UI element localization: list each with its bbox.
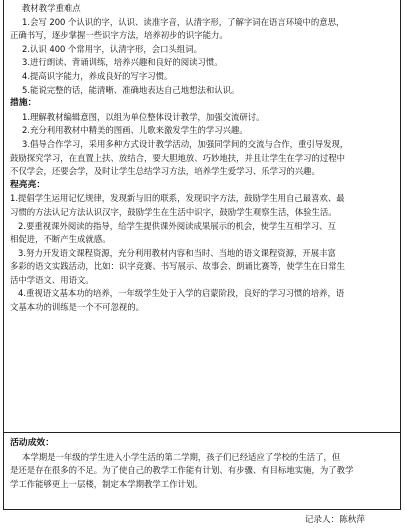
countermeasure-line: 相促进，不断产生成就感。 bbox=[10, 234, 111, 245]
outcome-line: 学工作能够更上一层楼，制定本学期教学工作计划。 bbox=[10, 478, 203, 489]
measure-line: 3.倡导合作学习，采用多种方式设计教学活动，加强同学间的交流与合作，重引导发现， bbox=[22, 138, 349, 149]
outcome-line: 本学期是一年级的学生进入小学生活的第二学期，孩子们已经适应了学校的生活了，但 bbox=[22, 451, 341, 462]
countermeasure-line: 多彩的语文实践活动，比如：识字竞赛、书写展示、故事会、朗诵比赛等，使学生在日常生 bbox=[10, 261, 345, 272]
countermeasure-line: 2.要重视课外阅读的指导，给学生提供课外阅读成果展示的机会，使学生互相学习、互 bbox=[18, 220, 336, 231]
measure-line: 1.理解教材编辑意图，以组为单位整体设计教学，加强交流研讨。 bbox=[22, 111, 265, 122]
goal-line: 2.认识 400 个常用字，认清字形，会口头组词。 bbox=[22, 43, 203, 54]
countermeasure-line: 3.努力开发语文课程资源，充分利用教材内容和当时、当地的语文课程资源，开展丰富 bbox=[18, 247, 336, 258]
outcome-content bbox=[10, 437, 396, 491]
goal-line: 3.进行朗读、背诵训练，培养兴趣和良好的阅读习惯。 bbox=[22, 57, 223, 68]
countermeasures-heading: 程亮亮： bbox=[10, 179, 46, 190]
section-title: 教材教学重难点 bbox=[22, 3, 81, 13]
plan-content bbox=[10, 2, 396, 315]
goal-line: 正确书写，逐步掌握一些识字方法，培养初步的识字能力。 bbox=[10, 30, 228, 41]
countermeasure-line: 1.提倡学生运用记忆规律，发现新与旧的联系，发现识字方法，鼓励学生用自己最喜欢、最 bbox=[10, 193, 345, 204]
measure-line: 鼓励探究学习，在直置上扶、放结合，要大胆地放、巧妙地扶，并且让学生在学习的过程中 bbox=[10, 152, 345, 163]
goal-line: 1.会写 200 个认识的字，认识、读准字音，认清字形，了解字词在语言环境中的意思， bbox=[22, 16, 345, 27]
countermeasure-line: 文基本功的训练是一个不可忽视的。 bbox=[10, 302, 144, 313]
outcome-heading: 活动成效： bbox=[10, 438, 54, 448]
goal-line: 4.提高识字能力，养成良好的写字习惯。 bbox=[22, 70, 173, 81]
outcome-cell bbox=[3, 432, 401, 510]
recorder-signature: 记录人：陈秋萍 bbox=[304, 515, 365, 525]
countermeasure-line: 习惯的方法认记方法认识汉字，鼓励学生在生活中识字，鼓励学生观察生活，体验生活。 bbox=[10, 206, 337, 217]
goal-line: 5.能说完整的话，能清晰、准确地表达自己地想法和认识。 bbox=[22, 84, 240, 95]
measure-line: 不仅学会，还要会学，及时让学生总结学习方法，培养学生爱学习、乐学习的兴趣。 bbox=[10, 166, 320, 177]
measure-line: 2.充分利用教材中精美的图画、儿歌来激发学生的学习兴趣。 bbox=[22, 125, 248, 136]
measures-heading: 措施： bbox=[10, 98, 37, 109]
countermeasure-line: 活中学语文、用语文。 bbox=[10, 274, 94, 285]
outcome-line: 是还是存在很多的不足。为了使自己的教学工作能有计划、有步骤、有目标地实施，为了教学 bbox=[10, 465, 354, 476]
countermeasure-line: 4.重视语文基本功的培养，一年级学生处于入学的启蒙阶段，良好的学习习惯的培养，语 bbox=[18, 288, 345, 299]
plan-cell bbox=[3, 0, 401, 433]
